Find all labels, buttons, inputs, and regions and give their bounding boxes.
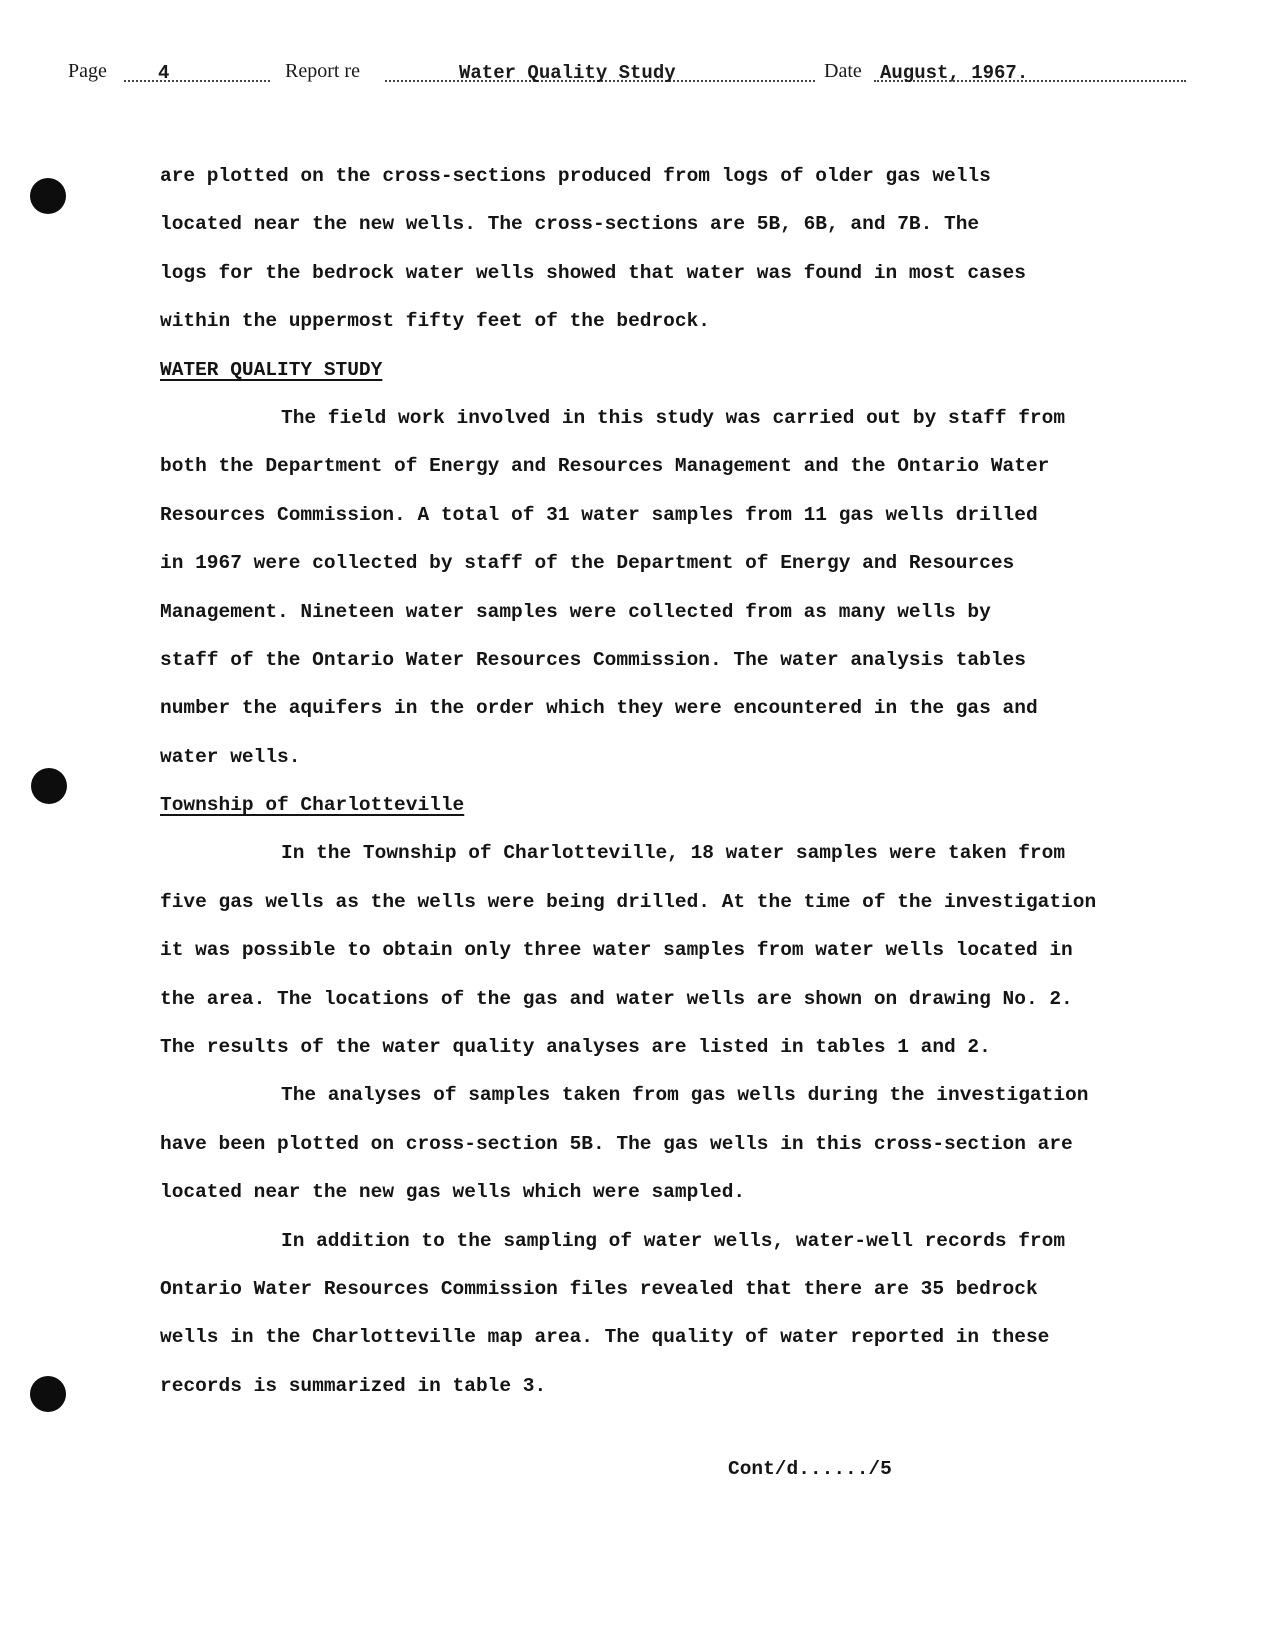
punch-hole bbox=[30, 1376, 66, 1412]
text-line: wells in the Charlotteville map area. The quality of water reported in these bbox=[160, 1326, 1050, 1349]
page-label: Page bbox=[68, 60, 107, 82]
section-heading-water-quality bbox=[160, 346, 1160, 394]
text-line: five gas wells as the wells were being drilled. At the time of the investigation bbox=[160, 890, 1097, 913]
report-title: Water Quality Study bbox=[385, 58, 815, 82]
report-label: Report re bbox=[285, 60, 360, 82]
punch-hole bbox=[31, 768, 67, 804]
township-paragraph-1 bbox=[160, 829, 1160, 1071]
text-line: Management. Nineteen water samples were collected from as many wells by bbox=[160, 600, 991, 623]
text-line: In addition to the sampling of water wells, water-well records from bbox=[281, 1229, 1066, 1252]
text-line: number the aquifers in the order which they were encountered in the gas and bbox=[160, 697, 1038, 720]
text-line: within the uppermost fifty feet of the bedrock. bbox=[160, 310, 710, 333]
text-line: staff of the Ontario Water Resources Commission. The water analysis tables bbox=[160, 648, 1026, 671]
text-line: located near the new wells. The cross-sections are 5B, 6B, and 7B. The bbox=[160, 213, 980, 236]
date-label: Date bbox=[824, 60, 862, 82]
text-line: Ontario Water Resources Commission files revealed that there are 35 bedrock bbox=[160, 1277, 1038, 1300]
text-line: records is summarized in table 3. bbox=[160, 1374, 547, 1397]
section-heading-text: Township of Charlotteville bbox=[160, 794, 465, 817]
report-date: August, 1967. bbox=[874, 58, 1186, 82]
text-line: In the Township of Charlotteville, 18 water samples were taken from bbox=[281, 842, 1066, 865]
township-paragraph-2 bbox=[160, 1071, 1160, 1216]
page-header bbox=[68, 58, 1186, 88]
continued-marker: Cont/d....../5 bbox=[728, 1458, 892, 1480]
section-heading-text: WATER QUALITY STUDY bbox=[160, 358, 383, 381]
text-line: The field work involved in this study was carried out by staff from bbox=[281, 406, 1066, 429]
document-body bbox=[160, 152, 1160, 1410]
text-line: the area. The locations of the gas and water wells are shown on drawing No. 2. bbox=[160, 987, 1073, 1010]
intro-paragraph bbox=[160, 152, 1160, 346]
water-quality-paragraph bbox=[160, 394, 1160, 781]
page-number: 4 bbox=[124, 58, 270, 82]
township-paragraph-3 bbox=[160, 1217, 1160, 1411]
text-line: water wells. bbox=[160, 745, 301, 768]
text-line: located near the new gas wells which were sampled. bbox=[160, 1181, 746, 1204]
text-line: are plotted on the cross-sections produced from logs of older gas wells bbox=[160, 165, 991, 187]
text-line: both the Department of Energy and Resources Management and the Ontario Water bbox=[160, 455, 1050, 478]
text-line: it was possible to obtain only three water samples from water wells located in bbox=[160, 939, 1073, 962]
text-line: The results of the water quality analyses are listed in tables 1 and 2. bbox=[160, 1036, 991, 1059]
text-line: have been plotted on cross-section 5B. The gas wells in this cross-section are bbox=[160, 1132, 1073, 1155]
text-line: logs for the bedrock water wells showed that water was found in most cases bbox=[160, 261, 1026, 284]
text-line: Resources Commission. A total of 31 water samples from 11 gas wells drilled bbox=[160, 503, 1038, 526]
punch-hole bbox=[30, 178, 66, 214]
text-line: in 1967 were collected by staff of the Department of Energy and Resources bbox=[160, 552, 1015, 575]
section-heading-township bbox=[160, 781, 1160, 829]
text-line: The analyses of samples taken from gas wells during the investigation bbox=[281, 1084, 1089, 1107]
